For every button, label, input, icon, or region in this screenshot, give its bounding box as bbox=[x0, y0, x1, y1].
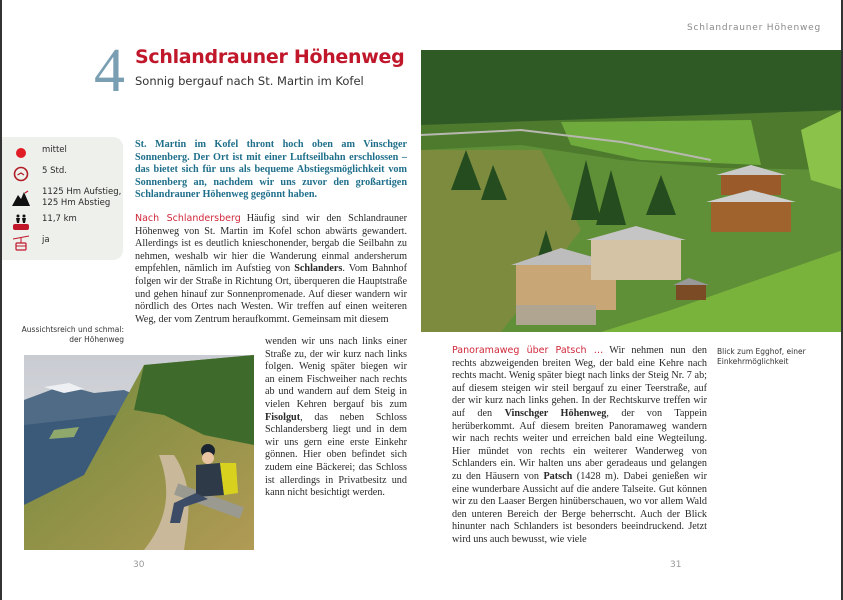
info-elevation: 1125 Hm Aufstieg, 125 Hm Abstieg bbox=[12, 187, 123, 209]
section-heading: Panoramaweg über Patsch … bbox=[452, 345, 604, 356]
section2-paragraph: Panoramaweg über Patsch … Wir nehmen nun den rechts abzweigenden breiten Weg, der bald eine Kehre nach rechts macht. Wenig später biegt nach links der Steig Nr. 7 ab; auf diesem steigen wir steil bergauf zu einer Teerstraße, auf der wir kurz nach links gehen. In der Rechtskurve treffen wir auf den Vinschger Höhenweg, der von Tappein herüberkommt. Auf diesem breiten Panoramaweg wandern wir nach rechts weiter und erreichen bald eine Wegteilung. Hier mündet von rechts ein weiterer Wanderweg von Schlanders ein. Wir halten uns aber geradeaus und gelangen zu den Häusern von Patsch (1428 m). Dabei genießen wir eine wunderbare Aussicht auf die andere Talseite. Gut können wir zu den Laaser Bergen hinüberschauen, wo vor allem Wald den unteren Bereich der Berge beherrscht. Auch der Blick hinunter nach Schlanders ist besonders beeindruckend. Jetzt wird uns auch bewusst, wie viele bbox=[452, 345, 707, 545]
info-duration: 5 Std. bbox=[12, 166, 123, 182]
right-photo-caption: Blick zum Egghof, einer Einkehrmöglichkeit bbox=[717, 347, 806, 366]
left-page bbox=[0, 0, 421, 600]
info-difficulty: mittel bbox=[12, 145, 123, 161]
running-head: Schlandrauner Höhenweg bbox=[687, 23, 821, 33]
egghof-photo bbox=[421, 50, 843, 332]
hiker-photo bbox=[24, 355, 254, 550]
mountain-icon bbox=[12, 187, 30, 209]
page-number-right: 31 bbox=[670, 560, 682, 570]
intro-paragraph: St. Martin im Kofel thront hoch oben am Vinschger Sonnenberg. Der Ort ist mit einer Luftseilbahn erschlossen – das bietet sich für uns als bequeme Abstiegsmöglichkeit vom Sonnenberg an, nachdem wir uns zuvor den großartigen Schlandrauner Höhenweg gegönnt haben. bbox=[135, 139, 407, 201]
info-distance: 11,7 km bbox=[12, 214, 123, 230]
page-number-left: 30 bbox=[133, 560, 145, 570]
right-page bbox=[421, 0, 843, 600]
tour-subtitle: Sonnig bergauf nach St. Martin im Kofel bbox=[135, 74, 364, 88]
hikers-icon bbox=[12, 214, 30, 230]
clock-icon bbox=[12, 166, 30, 182]
tour-number: 4 bbox=[94, 37, 125, 105]
left-photo-caption: Aussichtsreich und schmal: der Höhenweg bbox=[21, 325, 124, 344]
difficulty-dot-icon bbox=[12, 145, 30, 161]
section-heading: Nach Schlandersberg bbox=[135, 213, 241, 224]
tour-infobox bbox=[0, 137, 123, 260]
info-cablecar: ja bbox=[12, 235, 123, 251]
cable-car-icon bbox=[12, 235, 30, 251]
section1-column-paragraph: wenden wir uns nach links einer Straße zu, der wir kurz nach links folgen. Wenig später biegen wir an einem Fischweiher nach rechts ab und wandern auf dem Steig in vielen Kehren bergauf bis zum Fisolgut, das neben Schloss Schlandersberg liegt und in dem wir uns gern eine erste Einkehr gönnen. Hier oben befindet sich zudem eine Bäckerei; das Schloss ist allerdings in Privatbesitz und kann nicht besichtigt werden. bbox=[265, 336, 407, 499]
tour-title: Schlandrauner Höhenweg bbox=[135, 46, 405, 68]
section1-paragraph: Nach Schlandersberg Häufig sind wir den Schlandrauner Höhenweg von St. Martin im Kofel schon abwärts gewandert. Allerdings ist es deutlich knieschonender, bergab die Seilbahn zu nehmen, weshalb wir hier die Wanderung einmal andersherum empfehlen, nämlich im Aufstieg von Schlanders. Vom Bahnhof folgen wir der Straße in Richtung Ort, überqueren die Hauptstraße und gehen hinauf zur Sonnenpromenade. Auf dieser wandern wir nördlich des Ortes nach Westen. Wir treffen auf einen weiteren Weg, der vom Zentrum heraufkommt. Gemeinsam mit diesem bbox=[135, 213, 407, 325]
